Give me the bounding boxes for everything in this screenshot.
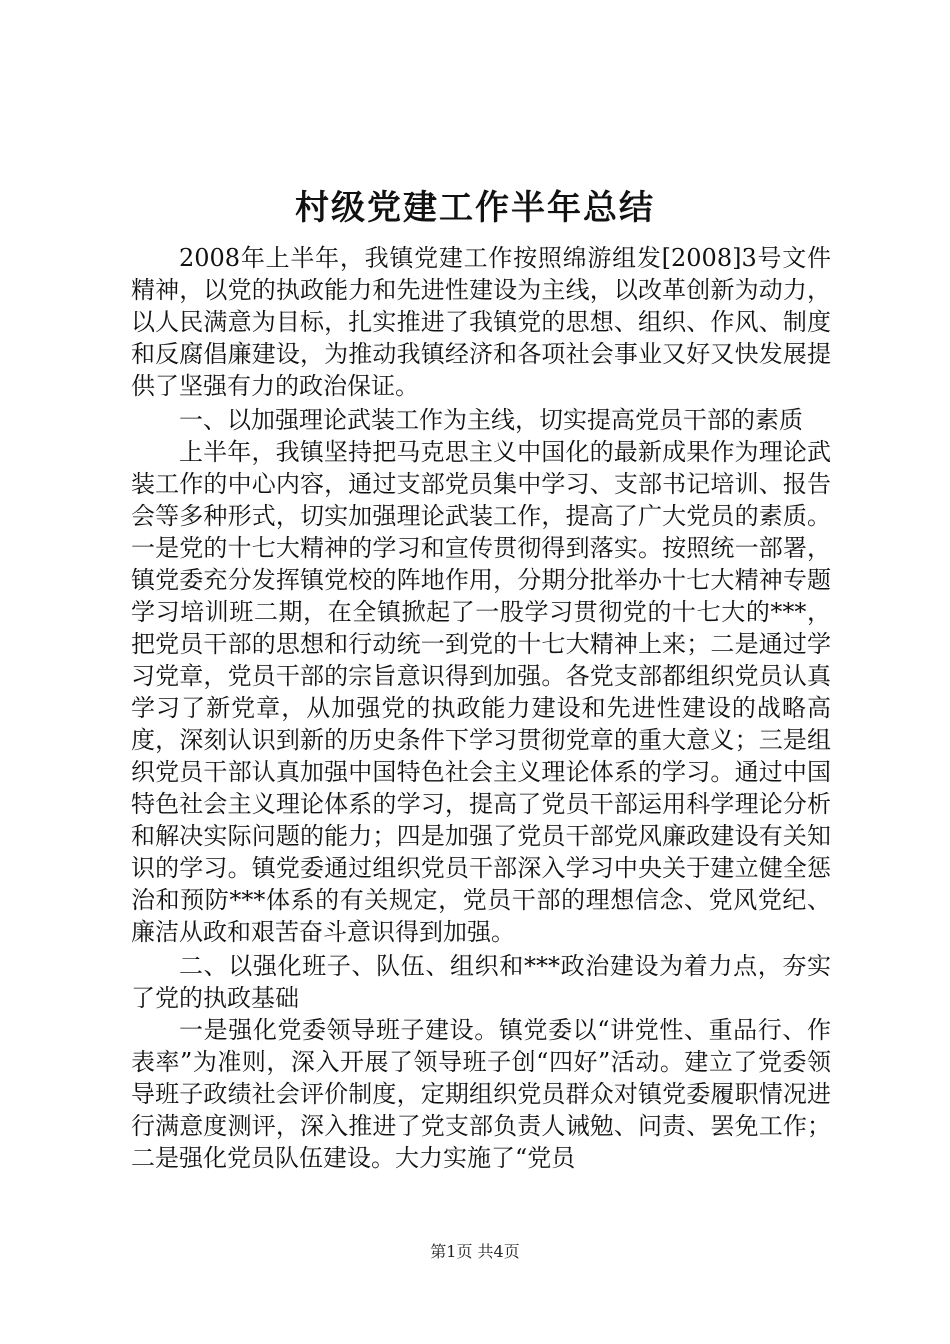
page-footer: 第1页 共4页 xyxy=(430,1242,520,1261)
section-heading-2: 二、以强化班子、队伍、组织和***政治建设为着力点，夯实了党的执政基础 xyxy=(131,952,831,1012)
paragraph-section-2: 一是强化党委领导班子建设。镇党委以“讲党性、重品行、作表率”为准则，深入开展了领导班子创“四好”活动。建立了党委领导班子政绩社会评价制度，定期组织党员群众对镇党委履职情况进行满意度测评，深入推进了党支部负责人诫勉、问责、罢免工作；二是强化党员队伍建设。大力实施了“党员 xyxy=(131,1016,831,1172)
paragraph-section-1: 上半年，我镇坚持把马克思主义中国化的最新成果作为理论武装工作的中心内容，通过支部党员集中学习、支部书记培训、报告会等多种形式，切实加强理论武装工作，提高了广大党员的素质。一是党的十七大精神的学习和宣传贯彻得到落实。按照统一部署，镇党委充分发挥镇党校的阵地作用，分期分批举办十七大精神专题学习培训班二期，在全镇掀起了一股学习贯彻党的十七大的***，把党员干部的思想和行动统一到党的十七大精神上来；二是通过学习党章，党员干部的宗旨意识得到加强。各党支部都组织党员认真学习了新党章，从加强党的执政能力建设和先进性建设的战略高度，深刻认识到新的历史条件下学习贯彻党章的重大意义；三是组织党员干部认真加强中国特色社会主义理论体系的学习。通过中国特色社会主义理论体系的学习，提高了党员干部运用科学理论分析和解决实际问题的能力；四是加强了党员干部党风廉政建设有关知识的学习。镇党委通过组织党员干部深入学习中央关于建立健全惩治和预防***体系的有关规定，党员干部的理想信念、党风党纪、廉洁从政和艰苦奋斗意识得到加强。 xyxy=(131,438,831,946)
paragraph-intro: 2008年上半年，我镇党建工作按照绵游组发[2008]3号文件精神，以党的执政能力和先进性建设为主线，以改革创新为动力，以人民满意为目标，扎实推进了我镇党的思想、组织、作风、制度和反腐倡廉建设，为推动我镇经济和各项社会事业又好又快发展提供了坚强有力的政治保证。 xyxy=(131,244,831,400)
section-heading-1: 一、以加强理论武装工作为主线，切实提高党员干部的素质 xyxy=(179,406,803,434)
document-body xyxy=(131,242,831,1174)
document-title: 村级党建工作半年总结 xyxy=(295,188,655,228)
